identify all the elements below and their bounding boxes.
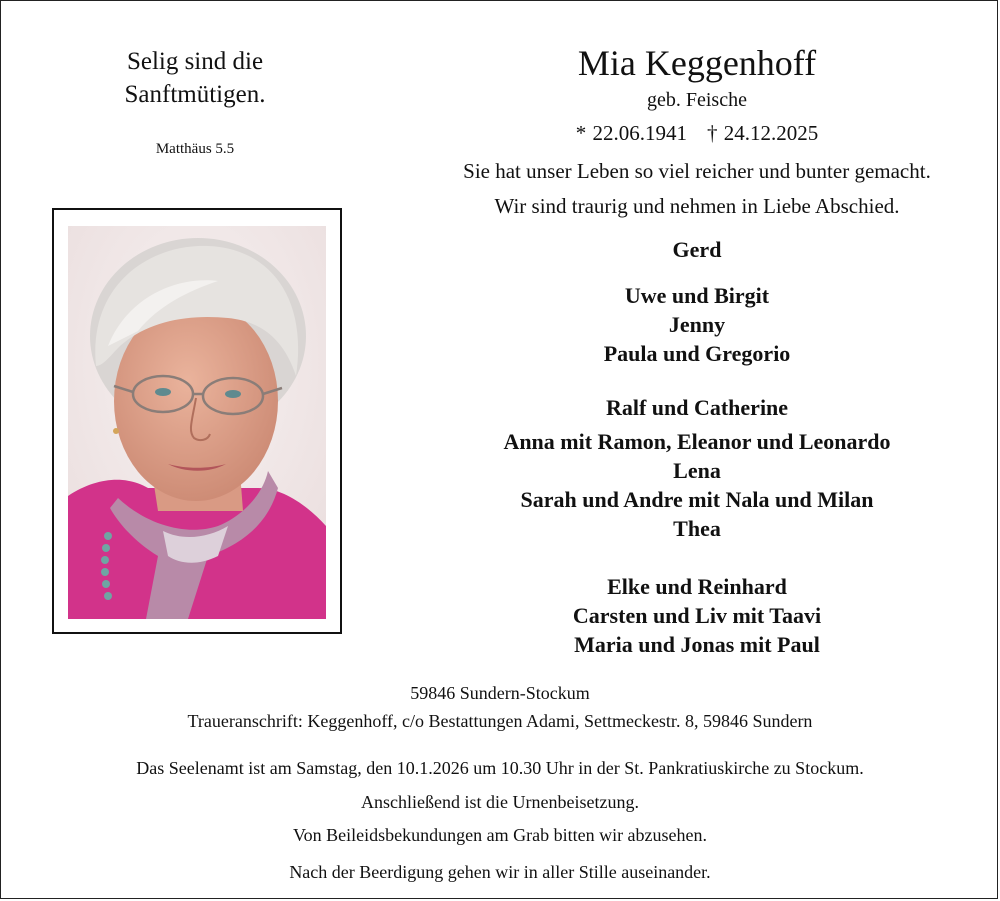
family-group-2-head: Ralf und Catherine: [605, 395, 789, 420]
family-group-3: [421, 572, 973, 659]
message-line-2: Wir sind traurig und nehmen in Liebe Abschied.: [494, 194, 900, 218]
verse-line-2: Sanftmütigen.: [124, 81, 266, 108]
birth-date: * 22.06.1941: [575, 121, 687, 145]
message-line-1: Sie hat unser Leben so viel reicher und bunter gemacht.: [463, 159, 931, 183]
bible-verse: [61, 45, 329, 111]
family-group-1: [421, 281, 973, 368]
urn-burial-info: Anschließend ist die Urnenbeisetzung.: [361, 792, 639, 812]
family-line: Sarah und Andre mit Nala und Milan: [520, 487, 874, 512]
birth-name: geb. Feische: [647, 89, 747, 111]
family-line: Lena: [673, 458, 721, 483]
family-line: Anna mit Ramon, Eleanor und Leonardo: [503, 429, 891, 454]
portrait-photo: [68, 226, 326, 619]
portrait-frame: [52, 208, 342, 634]
condolence-note: Von Beileidsbekundungen am Grab bitten wir abzusehen.: [292, 825, 708, 845]
requiem-info: Das Seelenamt ist am Samstag, den 10.1.2026 um 10.30 Uhr in der St. Pankratiuskirche zu Stockum.: [136, 758, 864, 778]
family-spouse: Gerd: [672, 237, 722, 262]
verse-line-1: Selig sind die: [126, 48, 264, 75]
family-line: Thea: [673, 516, 721, 541]
family-line: Carsten und Liv mit Taavi: [572, 603, 822, 628]
death-date: † 24.12.2025: [707, 121, 819, 145]
family-line: Uwe und Birgit: [624, 283, 770, 308]
verse-reference: Matthäus 5.5: [155, 141, 235, 157]
silence-note: Nach der Beerdigung gehen wir in aller Stille auseinander.: [289, 862, 711, 882]
deceased-name: Mia Keggenhoff: [577, 43, 817, 83]
life-dates: [421, 121, 973, 146]
family-line: Paula und Gregorio: [603, 341, 791, 366]
family-line: Elke und Reinhard: [607, 574, 787, 599]
family-line: Jenny: [668, 312, 726, 337]
family-group-2: [421, 427, 973, 543]
mourning-address: Traueranschrift: Keggenhoff, c/o Bestattungen Adami, Settmeckestr. 8, 59846 Sundern: [187, 711, 813, 731]
family-line: Maria und Jonas mit Paul: [574, 632, 820, 657]
place: 59846 Sundern-Stockum: [410, 683, 590, 703]
